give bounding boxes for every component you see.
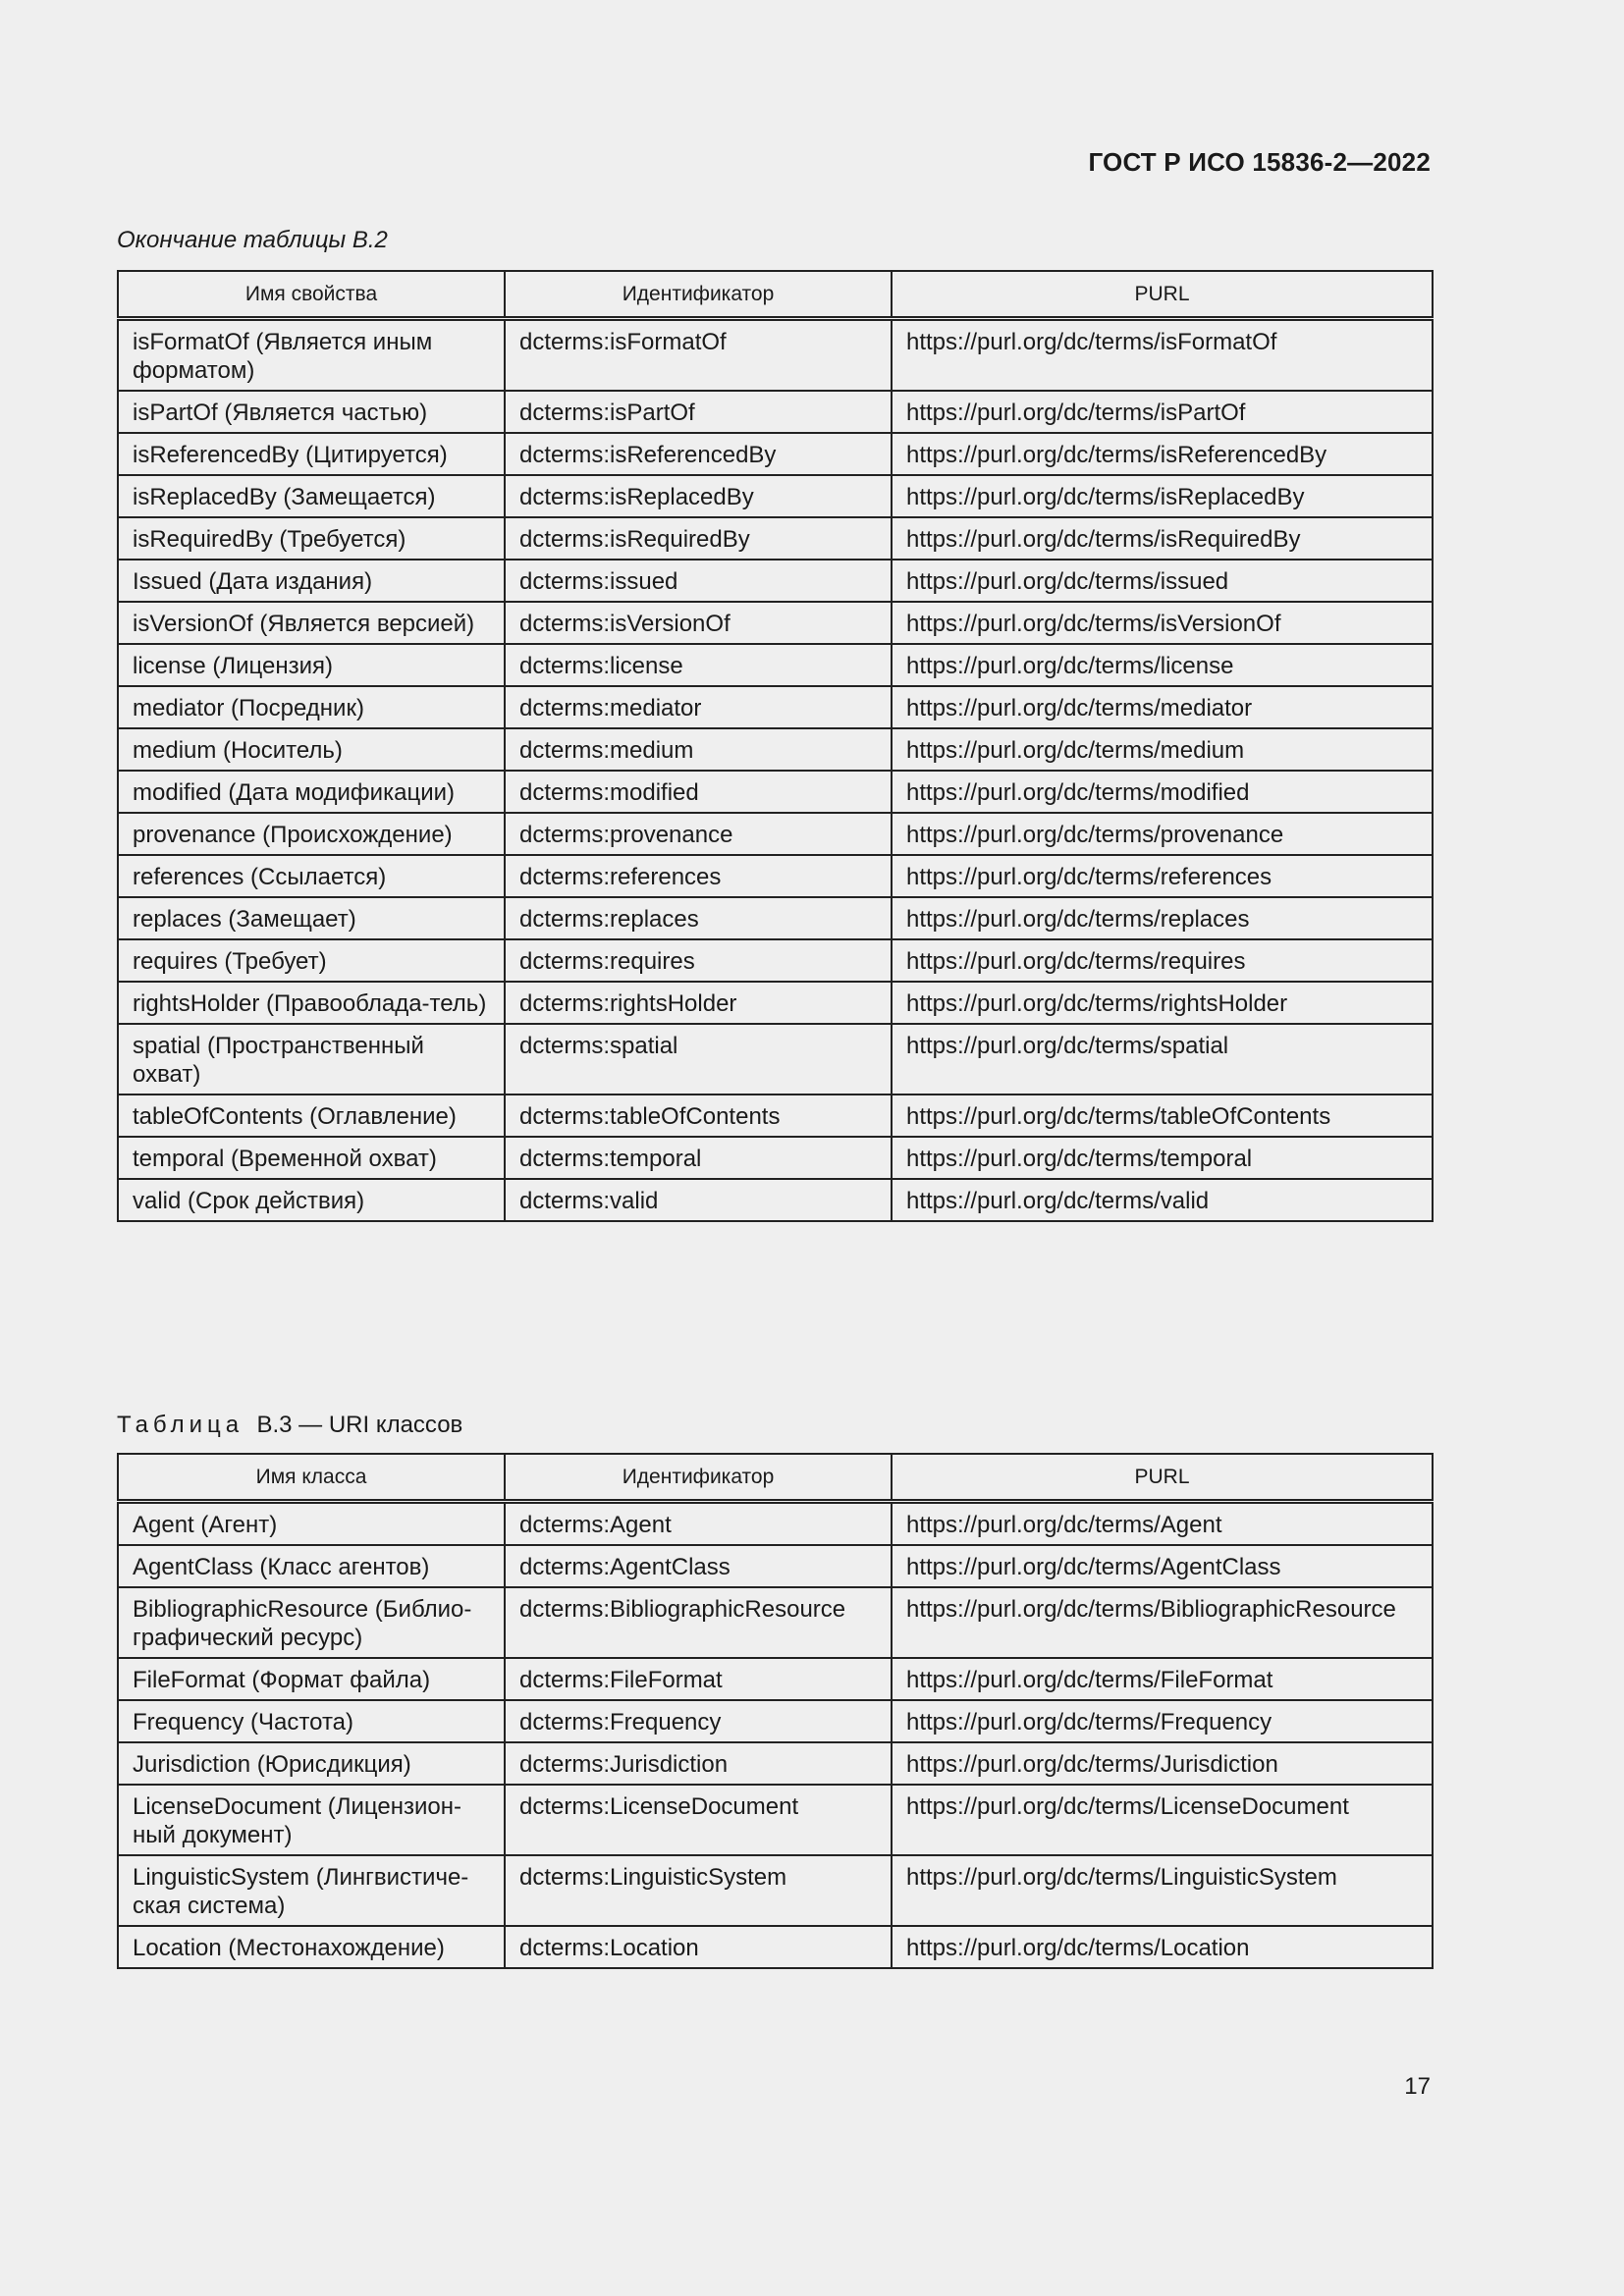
cell-identifier: dcterms:LinguisticSystem xyxy=(505,1855,892,1926)
cell-purl: https://purl.org/dc/terms/Frequency xyxy=(892,1700,1433,1742)
cell-name: references (Ссылается) xyxy=(118,855,505,897)
cell-identifier: dcterms:isFormatOf xyxy=(505,319,892,392)
cell-identifier: dcterms:replaces xyxy=(505,897,892,939)
cell-identifier: dcterms:tableOfContents xyxy=(505,1095,892,1137)
cell-purl: https://purl.org/dc/terms/isPartOf xyxy=(892,391,1433,433)
cell-name: isReplacedBy (Замещается) xyxy=(118,475,505,517)
cell-identifier: dcterms:modified xyxy=(505,771,892,813)
table-row xyxy=(118,1095,1433,1137)
table-row xyxy=(118,1545,1433,1587)
table-row xyxy=(118,939,1433,982)
table-row xyxy=(118,813,1433,855)
table-row xyxy=(118,1785,1433,1855)
table-row xyxy=(118,319,1433,392)
table-row xyxy=(118,1855,1433,1926)
table-row xyxy=(118,855,1433,897)
cell-identifier: dcterms:provenance xyxy=(505,813,892,855)
table-row xyxy=(118,686,1433,728)
cell-name: temporal (Временной охват) xyxy=(118,1137,505,1179)
cell-name: LinguisticSystem (Лингвистиче-ская система) xyxy=(118,1855,505,1926)
cell-identifier: dcterms:AgentClass xyxy=(505,1545,892,1587)
column-header-class-name: Имя класса xyxy=(118,1454,505,1502)
cell-identifier: dcterms:Agent xyxy=(505,1502,892,1546)
cell-purl: https://purl.org/dc/terms/license xyxy=(892,644,1433,686)
cell-purl: https://purl.org/dc/terms/FileFormat xyxy=(892,1658,1433,1700)
table-row xyxy=(118,982,1433,1024)
column-header-purl: PURL xyxy=(892,271,1433,319)
cell-identifier: dcterms:requires xyxy=(505,939,892,982)
table-row xyxy=(118,1658,1433,1700)
table-row xyxy=(118,1024,1433,1095)
table-row xyxy=(118,644,1433,686)
table-b3-caption-text: В.3 — URI классов xyxy=(256,1412,463,1438)
table-row xyxy=(118,1587,1433,1658)
cell-name: Location (Местонахождение) xyxy=(118,1926,505,1968)
cell-purl: https://purl.org/dc/terms/references xyxy=(892,855,1433,897)
cell-name: Issued (Дата издания) xyxy=(118,560,505,602)
table-row xyxy=(118,728,1433,771)
table-b2-caption: Окончание таблицы В.2 xyxy=(117,227,388,253)
cell-name: Agent (Агент) xyxy=(118,1502,505,1546)
table-row xyxy=(118,771,1433,813)
table-b3-caption xyxy=(117,1412,462,1439)
cell-purl: https://purl.org/dc/terms/valid xyxy=(892,1179,1433,1221)
cell-name: AgentClass (Класс агентов) xyxy=(118,1545,505,1587)
table-row xyxy=(118,602,1433,644)
cell-name: requires (Требует) xyxy=(118,939,505,982)
cell-purl: https://purl.org/dc/terms/isReplacedBy xyxy=(892,475,1433,517)
cell-name: LicenseDocument (Лицензион-ный документ) xyxy=(118,1785,505,1855)
table-row xyxy=(118,560,1433,602)
table-row xyxy=(118,1179,1433,1221)
cell-purl: https://purl.org/dc/terms/AgentClass xyxy=(892,1545,1433,1587)
cell-identifier: dcterms:isRequiredBy xyxy=(505,517,892,560)
cell-name: isReferencedBy (Цитируется) xyxy=(118,433,505,475)
table-row xyxy=(118,433,1433,475)
cell-name: isVersionOf (Является версией) xyxy=(118,602,505,644)
cell-purl: https://purl.org/dc/terms/spatial xyxy=(892,1024,1433,1095)
cell-name: spatial (Пространственный охват) xyxy=(118,1024,505,1095)
cell-purl: https://purl.org/dc/terms/Jurisdiction xyxy=(892,1742,1433,1785)
cell-name: BibliographicResource (Библио-графический ресурс) xyxy=(118,1587,505,1658)
table-row xyxy=(118,1742,1433,1785)
cell-purl: https://purl.org/dc/terms/Location xyxy=(892,1926,1433,1968)
table-row xyxy=(118,897,1433,939)
cell-name: Frequency (Частота) xyxy=(118,1700,505,1742)
cell-purl: https://purl.org/dc/terms/rightsHolder xyxy=(892,982,1433,1024)
cell-purl: https://purl.org/dc/terms/temporal xyxy=(892,1137,1433,1179)
properties-uri-table xyxy=(117,270,1434,1222)
cell-name: provenance (Происхождение) xyxy=(118,813,505,855)
cell-name: medium (Носитель) xyxy=(118,728,505,771)
cell-identifier: dcterms:Location xyxy=(505,1926,892,1968)
classes-uri-table xyxy=(117,1453,1434,1969)
cell-purl: https://purl.org/dc/terms/replaces xyxy=(892,897,1433,939)
table-row xyxy=(118,517,1433,560)
cell-name: rightsHolder (Правооблада-тель) xyxy=(118,982,505,1024)
table-row xyxy=(118,1700,1433,1742)
cell-purl: https://purl.org/dc/terms/modified xyxy=(892,771,1433,813)
cell-name: replaces (Замещает) xyxy=(118,897,505,939)
document-standard-header: ГОСТ Р ИСО 15836-2—2022 xyxy=(1088,147,1431,177)
cell-name: license (Лицензия) xyxy=(118,644,505,686)
cell-identifier: dcterms:valid xyxy=(505,1179,892,1221)
cell-identifier: dcterms:FileFormat xyxy=(505,1658,892,1700)
cell-name: modified (Дата модификации) xyxy=(118,771,505,813)
cell-purl: https://purl.org/dc/terms/Agent xyxy=(892,1502,1433,1546)
table-row xyxy=(118,391,1433,433)
table-row xyxy=(118,1137,1433,1179)
cell-purl: https://purl.org/dc/terms/isRequiredBy xyxy=(892,517,1433,560)
cell-name: FileFormat (Формат файла) xyxy=(118,1658,505,1700)
cell-purl: https://purl.org/dc/terms/LicenseDocument xyxy=(892,1785,1433,1855)
table-b3-caption-label: Таблица xyxy=(117,1412,244,1438)
cell-identifier: dcterms:license xyxy=(505,644,892,686)
cell-identifier: dcterms:LicenseDocument xyxy=(505,1785,892,1855)
cell-purl: https://purl.org/dc/terms/medium xyxy=(892,728,1433,771)
cell-identifier: dcterms:rightsHolder xyxy=(505,982,892,1024)
cell-name: Jurisdiction (Юрисдикция) xyxy=(118,1742,505,1785)
cell-identifier: dcterms:spatial xyxy=(505,1024,892,1095)
table-header-row xyxy=(118,271,1433,319)
cell-identifier: dcterms:isVersionOf xyxy=(505,602,892,644)
cell-purl: https://purl.org/dc/terms/isVersionOf xyxy=(892,602,1433,644)
cell-purl: https://purl.org/dc/terms/issued xyxy=(892,560,1433,602)
column-header-identifier: Идентификатор xyxy=(505,271,892,319)
cell-name: mediator (Посредник) xyxy=(118,686,505,728)
column-header-identifier: Идентификатор xyxy=(505,1454,892,1502)
table-row xyxy=(118,1926,1433,1968)
cell-identifier: dcterms:mediator xyxy=(505,686,892,728)
cell-name: tableOfContents (Оглавление) xyxy=(118,1095,505,1137)
cell-purl: https://purl.org/dc/terms/requires xyxy=(892,939,1433,982)
column-header-property-name: Имя свойства xyxy=(118,271,505,319)
cell-name: isPartOf (Является частью) xyxy=(118,391,505,433)
cell-name: isRequiredBy (Требуется) xyxy=(118,517,505,560)
table-row xyxy=(118,475,1433,517)
cell-purl: https://purl.org/dc/terms/LinguisticSystem xyxy=(892,1855,1433,1926)
cell-identifier: dcterms:issued xyxy=(505,560,892,602)
cell-purl: https://purl.org/dc/terms/isReferencedBy xyxy=(892,433,1433,475)
cell-identifier: dcterms:BibliographicResource xyxy=(505,1587,892,1658)
cell-purl: https://purl.org/dc/terms/isFormatOf xyxy=(892,319,1433,392)
cell-identifier: dcterms:references xyxy=(505,855,892,897)
cell-name: isFormatOf (Является иным форматом) xyxy=(118,319,505,392)
page-number: 17 xyxy=(1404,2073,1431,2100)
cell-purl: https://purl.org/dc/terms/BibliographicResource xyxy=(892,1587,1433,1658)
cell-identifier: dcterms:Frequency xyxy=(505,1700,892,1742)
cell-identifier: dcterms:Jurisdiction xyxy=(505,1742,892,1785)
table-row xyxy=(118,1502,1433,1546)
cell-purl: https://purl.org/dc/terms/provenance xyxy=(892,813,1433,855)
table-header-row xyxy=(118,1454,1433,1502)
cell-name: valid (Срок действия) xyxy=(118,1179,505,1221)
cell-identifier: dcterms:temporal xyxy=(505,1137,892,1179)
cell-identifier: dcterms:medium xyxy=(505,728,892,771)
cell-purl: https://purl.org/dc/terms/mediator xyxy=(892,686,1433,728)
cell-identifier: dcterms:isPartOf xyxy=(505,391,892,433)
cell-identifier: dcterms:isReplacedBy xyxy=(505,475,892,517)
cell-purl: https://purl.org/dc/terms/tableOfContents xyxy=(892,1095,1433,1137)
cell-identifier: dcterms:isReferencedBy xyxy=(505,433,892,475)
column-header-purl: PURL xyxy=(892,1454,1433,1502)
